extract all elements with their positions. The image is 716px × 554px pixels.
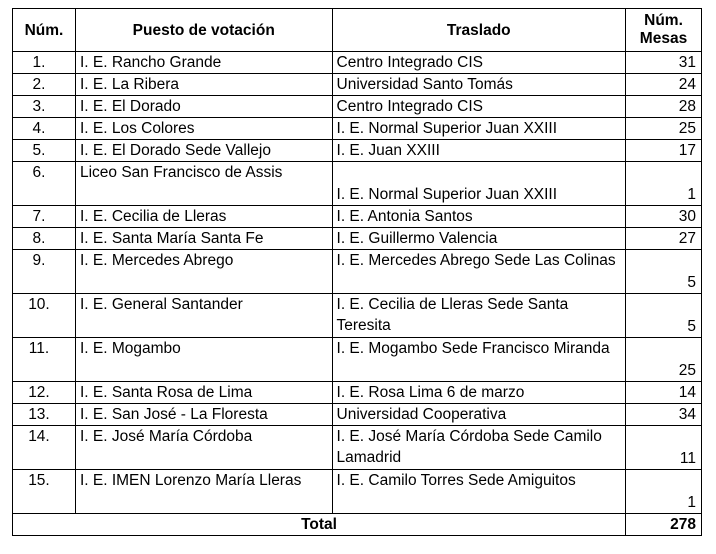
table-row bbox=[13, 118, 702, 140]
table-row bbox=[13, 470, 702, 514]
cell-puesto: I. E. Mogambo bbox=[75, 338, 332, 382]
cell-traslado: I. E. Guillermo Valencia bbox=[332, 228, 626, 250]
cell-traslado: I. E. Normal Superior Juan XXIII bbox=[332, 118, 626, 140]
cell-mesas: 1 bbox=[626, 162, 702, 206]
header-mesas-line2: Mesas bbox=[639, 30, 688, 47]
header-row bbox=[13, 9, 702, 52]
cell-puesto: I. E. El Dorado Sede Vallejo bbox=[75, 140, 332, 162]
table-row bbox=[13, 338, 702, 382]
cell-num: 11. bbox=[13, 338, 76, 382]
cell-puesto: I. E. Rancho Grande bbox=[75, 52, 332, 74]
header-num: Núm. bbox=[13, 9, 76, 52]
cell-mesas: 25 bbox=[626, 338, 702, 382]
cell-puesto: I. E. El Dorado bbox=[75, 96, 332, 118]
cell-num: 6. bbox=[13, 162, 76, 206]
header-traslado: Traslado bbox=[332, 9, 626, 52]
table-row bbox=[13, 426, 702, 470]
cell-mesas: 17 bbox=[626, 140, 702, 162]
cell-mesas: 1 bbox=[626, 470, 702, 514]
cell-traslado: I. E. Cecilia de Lleras Sede Santa Teresita bbox=[332, 294, 626, 338]
cell-mesas: 28 bbox=[626, 96, 702, 118]
cell-traslado: I. E. Mercedes Abrego Sede Las Colinas bbox=[332, 250, 626, 294]
polling-relocation-table bbox=[12, 8, 702, 536]
cell-traslado: I. E. Rosa Lima 6 de marzo bbox=[332, 382, 626, 404]
cell-num: 10. bbox=[13, 294, 76, 338]
cell-mesas: 25 bbox=[626, 118, 702, 140]
cell-traslado: Universidad Santo Tomás bbox=[332, 74, 626, 96]
cell-mesas: 24 bbox=[626, 74, 702, 96]
cell-traslado: I. E. Mogambo Sede Francisco Miranda bbox=[332, 338, 626, 382]
cell-puesto: I. E. Cecilia de Lleras bbox=[75, 206, 332, 228]
table-row bbox=[13, 382, 702, 404]
total-value: 278 bbox=[626, 514, 702, 536]
cell-mesas: 34 bbox=[626, 404, 702, 426]
header-mesas bbox=[626, 9, 702, 52]
cell-mesas: 5 bbox=[626, 294, 702, 338]
table-row bbox=[13, 228, 702, 250]
cell-mesas: 11 bbox=[626, 426, 702, 470]
table-row bbox=[13, 140, 702, 162]
cell-mesas: 30 bbox=[626, 206, 702, 228]
cell-mesas: 14 bbox=[626, 382, 702, 404]
cell-num: 14. bbox=[13, 426, 76, 470]
cell-num: 2. bbox=[13, 74, 76, 96]
cell-traslado: I. E. Antonia Santos bbox=[332, 206, 626, 228]
cell-puesto: I. E. Santa María Santa Fe bbox=[75, 228, 332, 250]
cell-num: 4. bbox=[13, 118, 76, 140]
cell-traslado: I. E. Camilo Torres Sede Amiguitos bbox=[332, 470, 626, 514]
cell-puesto: Liceo San Francisco de Assis bbox=[75, 162, 332, 206]
cell-num: 3. bbox=[13, 96, 76, 118]
total-row bbox=[13, 514, 702, 536]
table-row bbox=[13, 404, 702, 426]
cell-puesto: I. E. San José - La Floresta bbox=[75, 404, 332, 426]
cell-puesto: I. E. General Santander bbox=[75, 294, 332, 338]
header-mesas-line1: Núm. bbox=[644, 12, 683, 29]
cell-mesas: 31 bbox=[626, 52, 702, 74]
table-row bbox=[13, 206, 702, 228]
table-row bbox=[13, 162, 702, 206]
cell-num: 8. bbox=[13, 228, 76, 250]
cell-traslado: I. E. José María Córdoba Sede Camilo Lamadrid bbox=[332, 426, 626, 470]
cell-num: 5. bbox=[13, 140, 76, 162]
cell-mesas: 5 bbox=[626, 250, 702, 294]
cell-traslado: Centro Integrado CIS bbox=[332, 52, 626, 74]
table-container bbox=[12, 8, 702, 536]
cell-traslado: Centro Integrado CIS bbox=[332, 96, 626, 118]
cell-traslado: Universidad Cooperativa bbox=[332, 404, 626, 426]
cell-traslado: I. E. Normal Superior Juan XXIII bbox=[332, 162, 626, 206]
cell-num: 12. bbox=[13, 382, 76, 404]
cell-num: 15. bbox=[13, 470, 76, 514]
cell-puesto: I. E. José María Córdoba bbox=[75, 426, 332, 470]
cell-num: 1. bbox=[13, 52, 76, 74]
total-label: Total bbox=[13, 514, 626, 536]
header-puesto: Puesto de votación bbox=[75, 9, 332, 52]
cell-num: 13. bbox=[13, 404, 76, 426]
cell-puesto: I. E. Santa Rosa de Lima bbox=[75, 382, 332, 404]
table-row bbox=[13, 294, 702, 338]
cell-puesto: I. E. Mercedes Abrego bbox=[75, 250, 332, 294]
table-row bbox=[13, 52, 702, 74]
cell-num: 9. bbox=[13, 250, 76, 294]
cell-traslado: I. E. Juan XXIII bbox=[332, 140, 626, 162]
table-row bbox=[13, 96, 702, 118]
cell-mesas: 27 bbox=[626, 228, 702, 250]
table-row bbox=[13, 74, 702, 96]
cell-puesto: I. E. La Ribera bbox=[75, 74, 332, 96]
cell-num: 7. bbox=[13, 206, 76, 228]
table-row bbox=[13, 250, 702, 294]
cell-puesto: I. E. Los Colores bbox=[75, 118, 332, 140]
cell-puesto: I. E. IMEN Lorenzo María Lleras bbox=[75, 470, 332, 514]
